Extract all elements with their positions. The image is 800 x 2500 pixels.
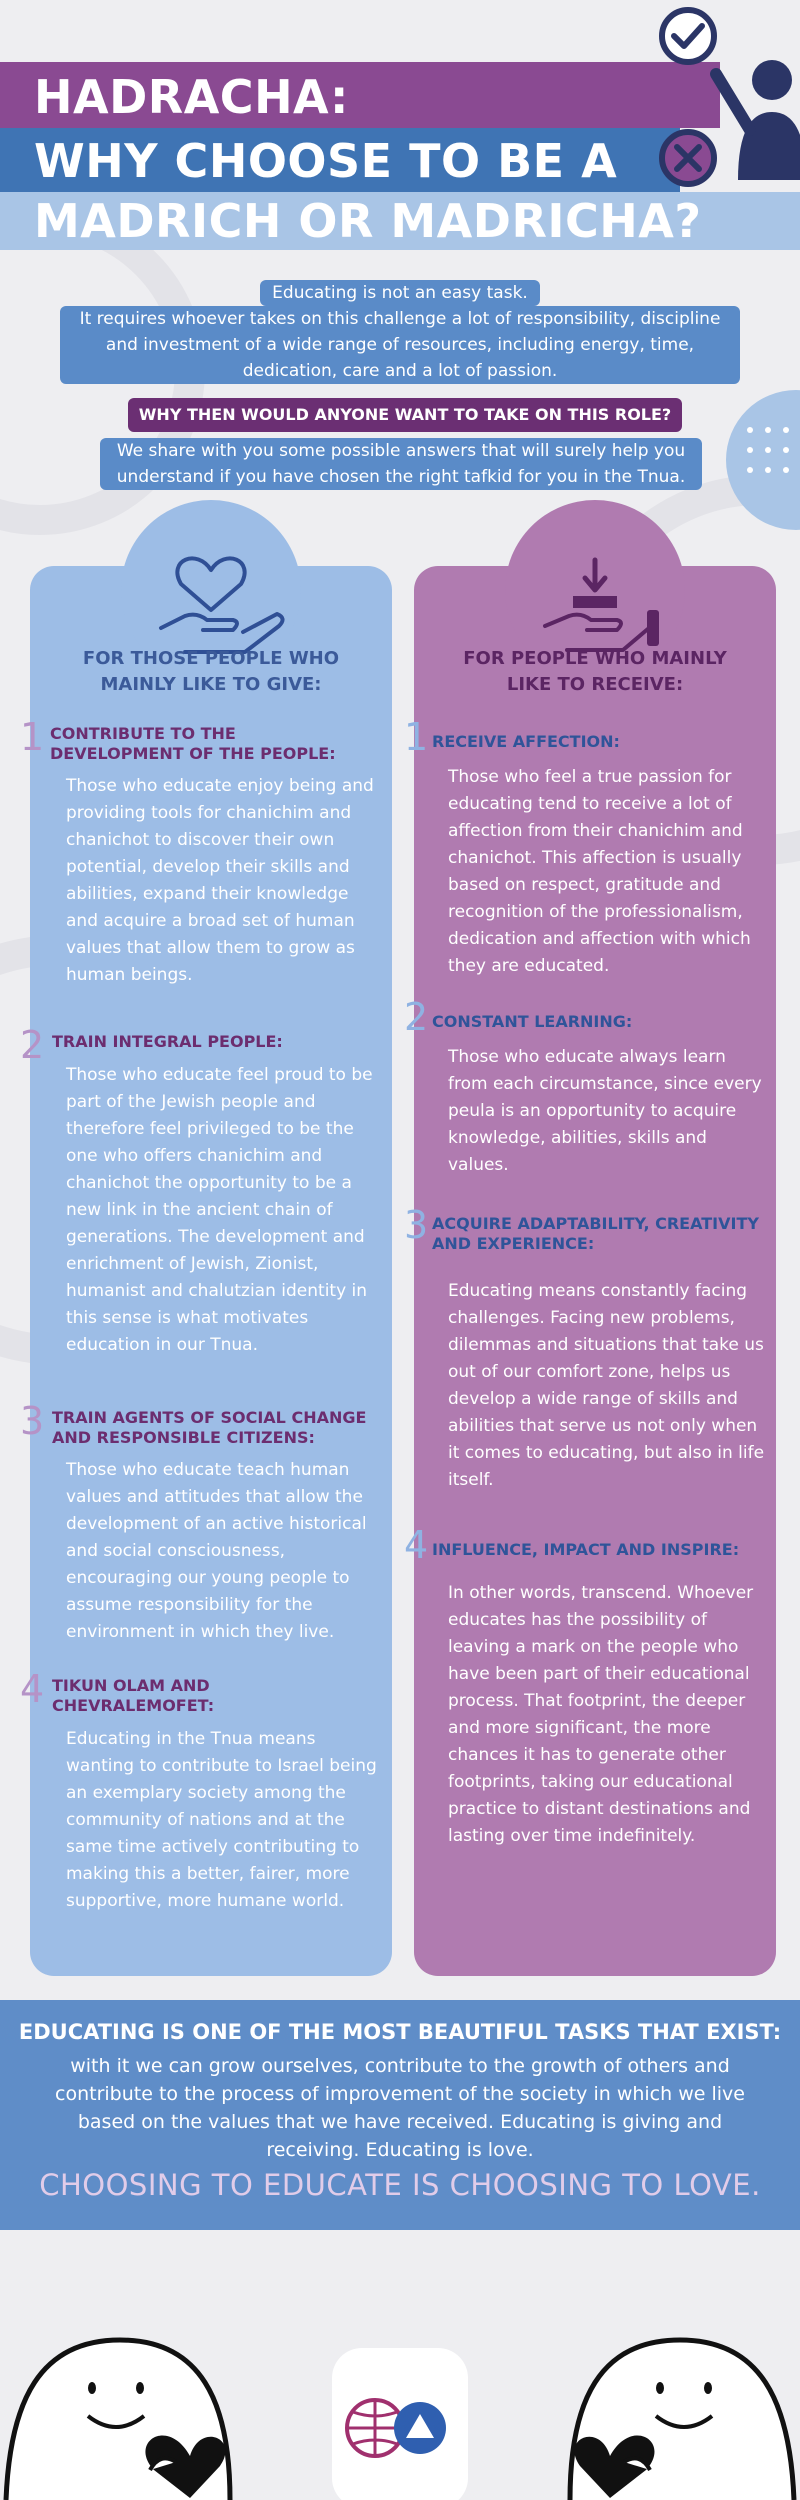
left-character-illustration (6, 2340, 230, 2500)
right-character-illustration (570, 2340, 794, 2500)
title-line-1: HADRACHA: (34, 70, 349, 124)
title-line-2: WHY CHOOSE TO BE A (34, 134, 618, 188)
intro-body: It requires whoever takes on this challenge a lot of responsibility, discipline and investment of a wide range of resources, including energy, time, dedication, care and a lot of passion. (60, 306, 740, 384)
receive-item-2-number: 2 (404, 995, 429, 1039)
give-item-1-title: CONTRIBUTE TO THE DEVELOPMENT OF THE PEOPLE: (50, 724, 336, 763)
title-banner-3 (0, 192, 800, 250)
give-item-2-title: TRAIN INTEGRAL PEOPLE: (52, 1032, 283, 1051)
person-icon (716, 60, 800, 180)
cross-icon (662, 132, 714, 184)
give-item-2-body: Those who educate feel proud to be part of the Jewish people and therefore feel privileged to be the one who offers chanichim and chanichot the opportunity to be a new link in the ancient chain of generations. The development and enrichment of Jewish, Zionist, humanist and chalutzian identity in this sense is what motivates education in our Tnua. (66, 1065, 373, 1355)
receive-item-3-title: ACQUIRE ADAPTABILITY, CREATIVITY AND EXPERIENCE: (432, 1214, 759, 1253)
receive-item-1-number: 1 (404, 715, 429, 759)
give-item-2-number: 2 (20, 1023, 45, 1067)
give-item-3-number: 3 (20, 1399, 45, 1443)
title-banner-1 (0, 62, 720, 128)
receive-item-3-number: 3 (404, 1203, 429, 1247)
give-item-1-body: Those who educate enjoy being and providing tools for chanichim and chanichot to discover their own potential, develop their skills and abilities, expand their knowledge and acquire a broad set of human values that allow them to grow as human beings. (66, 776, 374, 985)
give-heading: FOR THOSE PEOPLE WHO MAINLY LIKE TO GIVE: (82, 648, 340, 695)
closing-body: with it we can grow ourselves, contribute to the growth of others and contribute to the process of improvement of the society in which we live based on the values that we have received. Educating is giving and receiving. Educating is love. (55, 2055, 745, 2161)
choice-person-illustration (640, 0, 800, 200)
receive-column (404, 566, 776, 1976)
title-banner-2 (0, 128, 680, 192)
receive-item-2-body: Those who educate always learn from each circumstance, since every peula is an opportunity to acquire knowledge, abilities, skills and values. (448, 1047, 762, 1175)
ellipsis-icon (742, 410, 800, 510)
receive-item-2-title: CONSTANT LEARNING: (432, 1012, 633, 1031)
give-item-1-number: 1 (20, 715, 45, 759)
give-column (20, 566, 392, 1976)
receive-item-4-body: In other words, transcend. Whoever educates has the possibility of leaving a mark on the people who have been part of their educational process. That footprint, the deeper and more significant, the more chances it has to generate other footprints, taking our educational practice to distant destinations and lasting over time indefinitely. (448, 1583, 754, 1846)
logo-icon (332, 2348, 468, 2500)
intro-question: WHY THEN WOULD ANYONE WANT TO TAKE ON THIS ROLE? (128, 398, 682, 432)
title-line-3: MADRICH OR MADRICHA? (34, 194, 702, 248)
receive-heading: FOR PEOPLE WHO MAINLY LIKE TO RECEIVE: (463, 648, 727, 695)
intro-lead: Educating is not an easy task. (260, 280, 540, 306)
give-item-4-body: Educating in the Tnua means wanting to contribute to Israel being an exemplary society among the community of nations and at the same time actively contributing to making this a better, fairer, more supportive, more humane world. (66, 1729, 377, 1911)
give-item-3-title: TRAIN AGENTS OF SOCIAL CHANGE AND RESPONSIBLE CITIZENS: (52, 1408, 367, 1447)
closing-headline: EDUCATING IS ONE OF THE MOST BEAUTIFUL TASKS THAT EXIST: (18, 2020, 782, 2044)
give-item-4-title: TIKUN OLAM AND CHEVRALEMOFET: (52, 1676, 215, 1715)
give-item-3-body: Those who educate teach human values and attitudes that allow the development of an active historical and social consciousness, encouraging our young people to assume responsibility for the environment in which they live. (66, 1460, 367, 1642)
receive-item-1-title: RECEIVE AFFECTION: (432, 732, 620, 751)
closing-band (0, 2000, 800, 2230)
receive-item-4-title: INFLUENCE, IMPACT AND INSPIRE: (432, 1540, 740, 1559)
receive-item-3-body: Educating means constantly facing challenges. Facing new problems, dilemmas and situations that take us out of our comfort zone, helps us develop a wide range of skills and abilities that serve us not only when it comes to educating, but also in life itself. (448, 1281, 765, 1490)
check-icon (662, 10, 714, 62)
receive-item-1-body: Those who feel a true passion for educating tend to receive a lot of affection from their chanichim and chanichot. This affection is usually based on respect, gratitude and recognition of the professionalism, dedication and affection with which they are educated. (448, 767, 751, 976)
footer-illustration (0, 2280, 800, 2500)
receive-item-4-number: 4 (404, 1523, 429, 1567)
intro-share: We share with you some possible answers that will surely help you understand if you have chosen the right tafkid for you in the Tnua. (100, 438, 702, 490)
give-item-4-number: 4 (20, 1667, 45, 1711)
closing-tagline: CHOOSING TO EDUCATE IS CHOOSING TO LOVE. (39, 2168, 761, 2202)
